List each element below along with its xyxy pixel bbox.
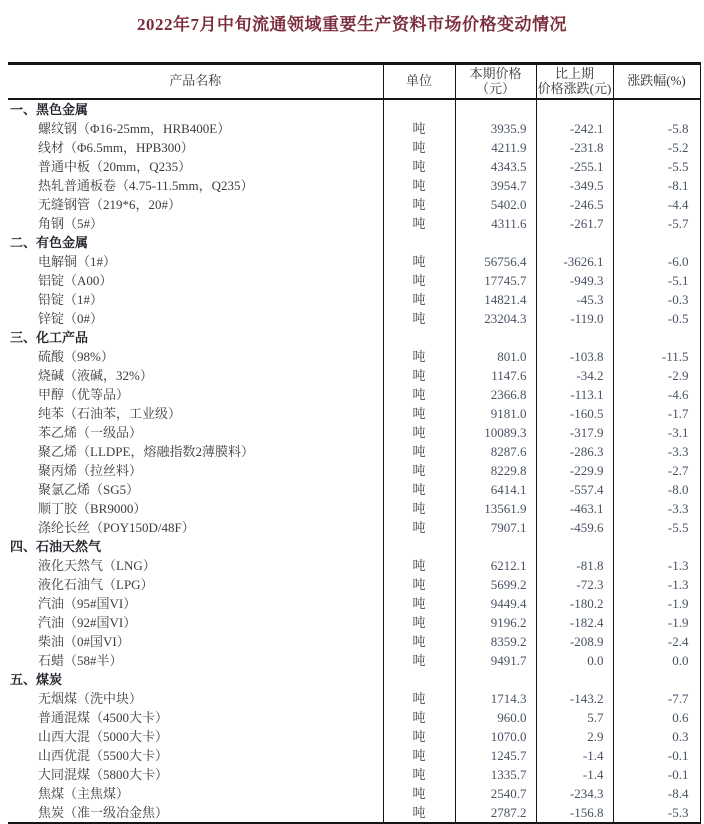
- price-cell: 1070.0: [455, 727, 536, 746]
- unit-cell: 吨: [383, 442, 455, 461]
- section-row: [8, 328, 700, 347]
- section-row: [8, 99, 700, 119]
- change-cell: -246.5: [536, 195, 613, 214]
- price-cell: 6414.1: [455, 480, 536, 499]
- price-cell: 5402.0: [455, 195, 536, 214]
- pct-cell: -1.3: [613, 556, 700, 575]
- table-row: [8, 689, 700, 708]
- change-cell: -3626.1: [536, 252, 613, 271]
- table-row: [8, 575, 700, 594]
- price-cell: 5699.2: [455, 575, 536, 594]
- product-name-cell: 硫酸（98%）: [38, 349, 114, 364]
- price-cell: [455, 328, 536, 347]
- change-cell: -949.3: [536, 271, 613, 290]
- price-cell: 9449.4: [455, 594, 536, 613]
- change-cell: -45.3: [536, 290, 613, 309]
- unit-cell: 吨: [383, 803, 455, 823]
- table-row: [8, 556, 700, 575]
- change-cell: -261.7: [536, 214, 613, 233]
- price-cell: 3954.7: [455, 176, 536, 195]
- section-label-cell: 一、黑色金属: [10, 102, 89, 117]
- change-cell: -242.1: [536, 119, 613, 138]
- table-row: [8, 480, 700, 499]
- product-name-cell: 山西大混（5000大卡）: [38, 729, 169, 744]
- pct-cell: -3.1: [613, 423, 700, 442]
- table-row: [8, 404, 700, 423]
- change-cell: -103.8: [536, 347, 613, 366]
- price-cell: 4311.6: [455, 214, 536, 233]
- price-cell: [455, 537, 536, 556]
- product-name-cell: 无缝钢管（219*6，20#）: [38, 197, 182, 212]
- change-cell: -1.4: [536, 746, 613, 765]
- pct-cell: -3.3: [613, 499, 700, 518]
- product-name-cell: 焦煤（主焦煤）: [38, 786, 130, 801]
- pct-cell: -8.4: [613, 784, 700, 803]
- pct-cell: -5.2: [613, 138, 700, 157]
- pct-cell: 0.0: [613, 651, 700, 670]
- unit-cell: 吨: [383, 404, 455, 423]
- price-cell: 13561.9: [455, 499, 536, 518]
- column-header-price: [455, 64, 536, 100]
- unit-cell: 吨: [383, 556, 455, 575]
- product-name-cell: 汽油（95#国VI）: [38, 596, 137, 611]
- pct-cell: 0.3: [613, 727, 700, 746]
- pct-cell: -0.1: [613, 765, 700, 784]
- price-cell: 4211.9: [455, 138, 536, 157]
- price-cell: 8287.6: [455, 442, 536, 461]
- product-name-cell: 角钢（5#）: [38, 216, 104, 231]
- pct-cell: -5.7: [613, 214, 700, 233]
- table-row: [8, 461, 700, 480]
- column-header-change-line1: 比上期: [554, 65, 594, 81]
- product-name-cell: 电解铜（1#）: [38, 254, 117, 269]
- unit-cell: 吨: [383, 480, 455, 499]
- change-cell: -463.1: [536, 499, 613, 518]
- price-cell: 1714.3: [455, 689, 536, 708]
- table-row: [8, 765, 700, 784]
- change-cell: 5.7: [536, 708, 613, 727]
- product-name-cell: 涤纶长丝（POY150D/48F）: [38, 520, 195, 535]
- change-cell: [536, 537, 613, 556]
- pct-cell: -1.9: [613, 613, 700, 632]
- price-cell: 10089.3: [455, 423, 536, 442]
- change-cell: [536, 233, 613, 252]
- product-name-cell: 铝锭（A00）: [38, 273, 113, 288]
- unit-cell: [383, 99, 455, 119]
- product-name-cell: 焦炭（准一级冶金焦）: [38, 805, 169, 820]
- table-row: [8, 803, 700, 823]
- unit-cell: 吨: [383, 271, 455, 290]
- product-name-cell: 山西优混（5500大卡）: [38, 748, 169, 763]
- pct-cell: -1.7: [613, 404, 700, 423]
- unit-cell: 吨: [383, 708, 455, 727]
- price-cell: [455, 99, 536, 119]
- pct-cell: [613, 670, 700, 689]
- unit-cell: 吨: [383, 746, 455, 765]
- table-row: [8, 518, 700, 537]
- pct-cell: -0.5: [613, 309, 700, 328]
- pct-cell: 0.6: [613, 708, 700, 727]
- pct-cell: -0.1: [613, 746, 700, 765]
- product-name-cell: 纯苯（石油苯，工业级）: [38, 406, 182, 421]
- price-cell: 56756.4: [455, 252, 536, 271]
- table-row: [8, 290, 700, 309]
- unit-cell: 吨: [383, 461, 455, 480]
- table-row: [8, 594, 700, 613]
- product-name-cell: 锌锭（0#）: [38, 311, 104, 326]
- price-cell: 14821.4: [455, 290, 536, 309]
- unit-cell: 吨: [383, 214, 455, 233]
- unit-cell: 吨: [383, 347, 455, 366]
- product-name-cell: 普通中板（20mm，Q235）: [38, 159, 192, 174]
- pct-cell: -2.4: [613, 632, 700, 651]
- unit-cell: 吨: [383, 689, 455, 708]
- table-row: [8, 651, 700, 670]
- unit-cell: 吨: [383, 157, 455, 176]
- table-row: [8, 214, 700, 233]
- price-cell: 8359.2: [455, 632, 536, 651]
- change-cell: -255.1: [536, 157, 613, 176]
- pct-cell: -2.7: [613, 461, 700, 480]
- change-cell: -113.1: [536, 385, 613, 404]
- price-cell: 1245.7: [455, 746, 536, 765]
- table-row: [8, 442, 700, 461]
- column-header-price-line1: 本期价格: [469, 65, 522, 81]
- table-row: [8, 309, 700, 328]
- product-name-cell: 无烟煤（洗中块）: [38, 691, 143, 706]
- unit-cell: 吨: [383, 518, 455, 537]
- pct-cell: -8.0: [613, 480, 700, 499]
- change-cell: -459.6: [536, 518, 613, 537]
- unit-cell: 吨: [383, 119, 455, 138]
- price-table-header: [8, 64, 700, 100]
- table-row: [8, 347, 700, 366]
- change-cell: -349.5: [536, 176, 613, 195]
- unit-cell: 吨: [383, 784, 455, 803]
- unit-cell: 吨: [383, 632, 455, 651]
- section-row: [8, 233, 700, 252]
- pct-cell: [613, 537, 700, 556]
- unit-cell: 吨: [383, 727, 455, 746]
- change-cell: -34.2: [536, 366, 613, 385]
- price-cell: [455, 670, 536, 689]
- product-name-cell: 大同混煤（5800大卡）: [38, 767, 169, 782]
- section-label-cell: 四、石油天然气: [10, 539, 102, 554]
- price-cell: 4343.5: [455, 157, 536, 176]
- product-name-cell: 线材（Φ6.5mm，HPB300）: [38, 140, 194, 155]
- unit-cell: 吨: [383, 290, 455, 309]
- change-cell: 2.9: [536, 727, 613, 746]
- section-label-cell: 五、煤炭: [10, 672, 63, 687]
- unit-cell: 吨: [383, 613, 455, 632]
- table-row: [8, 385, 700, 404]
- unit-cell: 吨: [383, 423, 455, 442]
- price-cell: 9196.2: [455, 613, 536, 632]
- unit-cell: 吨: [383, 138, 455, 157]
- unit-cell: 吨: [383, 385, 455, 404]
- product-name-cell: 柴油（0#国VI）: [38, 634, 130, 649]
- change-cell: -180.2: [536, 594, 613, 613]
- pct-cell: -5.5: [613, 157, 700, 176]
- unit-cell: 吨: [383, 594, 455, 613]
- product-name-cell: 聚乙烯（LLDPE，熔融指数2薄膜料）: [38, 444, 254, 459]
- product-name-cell: 顺丁胶（BR9000）: [38, 501, 147, 516]
- change-cell: -1.4: [536, 765, 613, 784]
- change-cell: -286.3: [536, 442, 613, 461]
- column-header-price-line2: （元）: [475, 80, 515, 96]
- price-table: [8, 62, 701, 824]
- product-name-cell: 螺纹钢（Φ16-25mm，HRB400E）: [38, 121, 231, 136]
- table-row: [8, 138, 700, 157]
- price-cell: 1147.6: [455, 366, 536, 385]
- column-header-pct: 涨跌幅(%): [613, 64, 700, 100]
- change-cell: [536, 670, 613, 689]
- change-cell: -156.8: [536, 803, 613, 823]
- table-row: [8, 727, 700, 746]
- table-row: [8, 499, 700, 518]
- table-row: [8, 366, 700, 385]
- change-cell: -160.5: [536, 404, 613, 423]
- change-cell: -234.3: [536, 784, 613, 803]
- table-row: [8, 119, 700, 138]
- column-header-product: 产品名称: [8, 64, 383, 100]
- change-cell: [536, 99, 613, 119]
- price-cell: 8229.8: [455, 461, 536, 480]
- price-cell: 1335.7: [455, 765, 536, 784]
- change-cell: 0.0: [536, 651, 613, 670]
- unit-cell: [383, 328, 455, 347]
- table-row: [8, 176, 700, 195]
- unit-cell: 吨: [383, 499, 455, 518]
- section-label-cell: 三、化工产品: [10, 330, 89, 345]
- product-name-cell: 聚丙烯（拉丝料）: [38, 463, 143, 478]
- pct-cell: [613, 99, 700, 119]
- unit-cell: 吨: [383, 575, 455, 594]
- change-cell: -208.9: [536, 632, 613, 651]
- change-cell: [536, 328, 613, 347]
- unit-cell: 吨: [383, 765, 455, 784]
- table-row: [8, 423, 700, 442]
- unit-cell: 吨: [383, 252, 455, 271]
- product-name-cell: 甲醇（优等品）: [38, 387, 130, 402]
- unit-cell: 吨: [383, 176, 455, 195]
- change-cell: -81.8: [536, 556, 613, 575]
- section-row: [8, 537, 700, 556]
- unit-cell: 吨: [383, 195, 455, 214]
- product-name-cell: 铅锭（1#）: [38, 292, 104, 307]
- product-name-cell: 烧碱（液碱，32%）: [38, 368, 153, 383]
- table-row: [8, 157, 700, 176]
- pct-cell: -5.3: [613, 803, 700, 823]
- change-cell: -231.8: [536, 138, 613, 157]
- pct-cell: -4.6: [613, 385, 700, 404]
- table-row: [8, 252, 700, 271]
- price-table-body: [8, 99, 700, 823]
- price-cell: 801.0: [455, 347, 536, 366]
- pct-cell: -11.5: [613, 347, 700, 366]
- table-row: [8, 271, 700, 290]
- price-cell: 6212.1: [455, 556, 536, 575]
- pct-cell: -2.9: [613, 366, 700, 385]
- product-name-cell: 普通混煤（4500大卡）: [38, 710, 169, 725]
- table-row: [8, 746, 700, 765]
- unit-cell: 吨: [383, 651, 455, 670]
- price-cell: 9491.7: [455, 651, 536, 670]
- pct-cell: -5.8: [613, 119, 700, 138]
- pct-cell: -1.3: [613, 575, 700, 594]
- price-cell: 2787.2: [455, 803, 536, 823]
- pct-cell: -8.1: [613, 176, 700, 195]
- change-cell: -143.2: [536, 689, 613, 708]
- pct-cell: -4.4: [613, 195, 700, 214]
- unit-cell: 吨: [383, 309, 455, 328]
- section-row: [8, 670, 700, 689]
- column-header-unit: 单位: [383, 64, 455, 100]
- table-row: [8, 613, 700, 632]
- price-cell: 23204.3: [455, 309, 536, 328]
- section-label-cell: 二、有色金属: [10, 235, 89, 250]
- price-cell: 960.0: [455, 708, 536, 727]
- change-cell: -557.4: [536, 480, 613, 499]
- unit-cell: [383, 670, 455, 689]
- pct-cell: [613, 328, 700, 347]
- price-cell: 2540.7: [455, 784, 536, 803]
- product-name-cell: 苯乙烯（一级品）: [38, 425, 143, 440]
- price-cell: [455, 233, 536, 252]
- table-row: [8, 195, 700, 214]
- product-name-cell: 汽油（92#国VI）: [38, 615, 137, 630]
- pct-cell: -6.0: [613, 252, 700, 271]
- unit-cell: [383, 537, 455, 556]
- price-cell: 2366.8: [455, 385, 536, 404]
- pct-cell: -5.5: [613, 518, 700, 537]
- price-cell: 17745.7: [455, 271, 536, 290]
- product-name-cell: 液化天然气（LNG）: [38, 558, 156, 573]
- unit-cell: [383, 233, 455, 252]
- pct-cell: [613, 233, 700, 252]
- price-cell: 3935.9: [455, 119, 536, 138]
- pct-cell: -1.9: [613, 594, 700, 613]
- table-row: [8, 708, 700, 727]
- change-cell: -229.9: [536, 461, 613, 480]
- price-cell: 9181.0: [455, 404, 536, 423]
- page-title: 2022年7月中旬流通领域重要生产资料市场价格变动情况: [137, 15, 567, 34]
- pct-cell: -7.7: [613, 689, 700, 708]
- change-cell: -182.4: [536, 613, 613, 632]
- product-name-cell: 石蜡（58#半）: [38, 653, 123, 668]
- price-cell: 7907.1: [455, 518, 536, 537]
- pct-cell: -3.3: [613, 442, 700, 461]
- table-row: [8, 784, 700, 803]
- product-name-cell: 聚氯乙烯（SG5）: [38, 482, 140, 497]
- unit-cell: 吨: [383, 366, 455, 385]
- pct-cell: -5.1: [613, 271, 700, 290]
- header-row: [8, 64, 700, 100]
- change-cell: -72.3: [536, 575, 613, 594]
- change-cell: -317.9: [536, 423, 613, 442]
- product-name-cell: 液化石油气（LPG）: [38, 577, 154, 592]
- product-name-cell: 热轧普通板卷（4.75-11.5mm，Q235）: [38, 178, 254, 193]
- pct-cell: -0.3: [613, 290, 700, 309]
- change-cell: -119.0: [536, 309, 613, 328]
- table-row: [8, 632, 700, 651]
- column-header-change-line2: 价格涨跌(元): [537, 80, 612, 96]
- column-header-change: [536, 64, 613, 100]
